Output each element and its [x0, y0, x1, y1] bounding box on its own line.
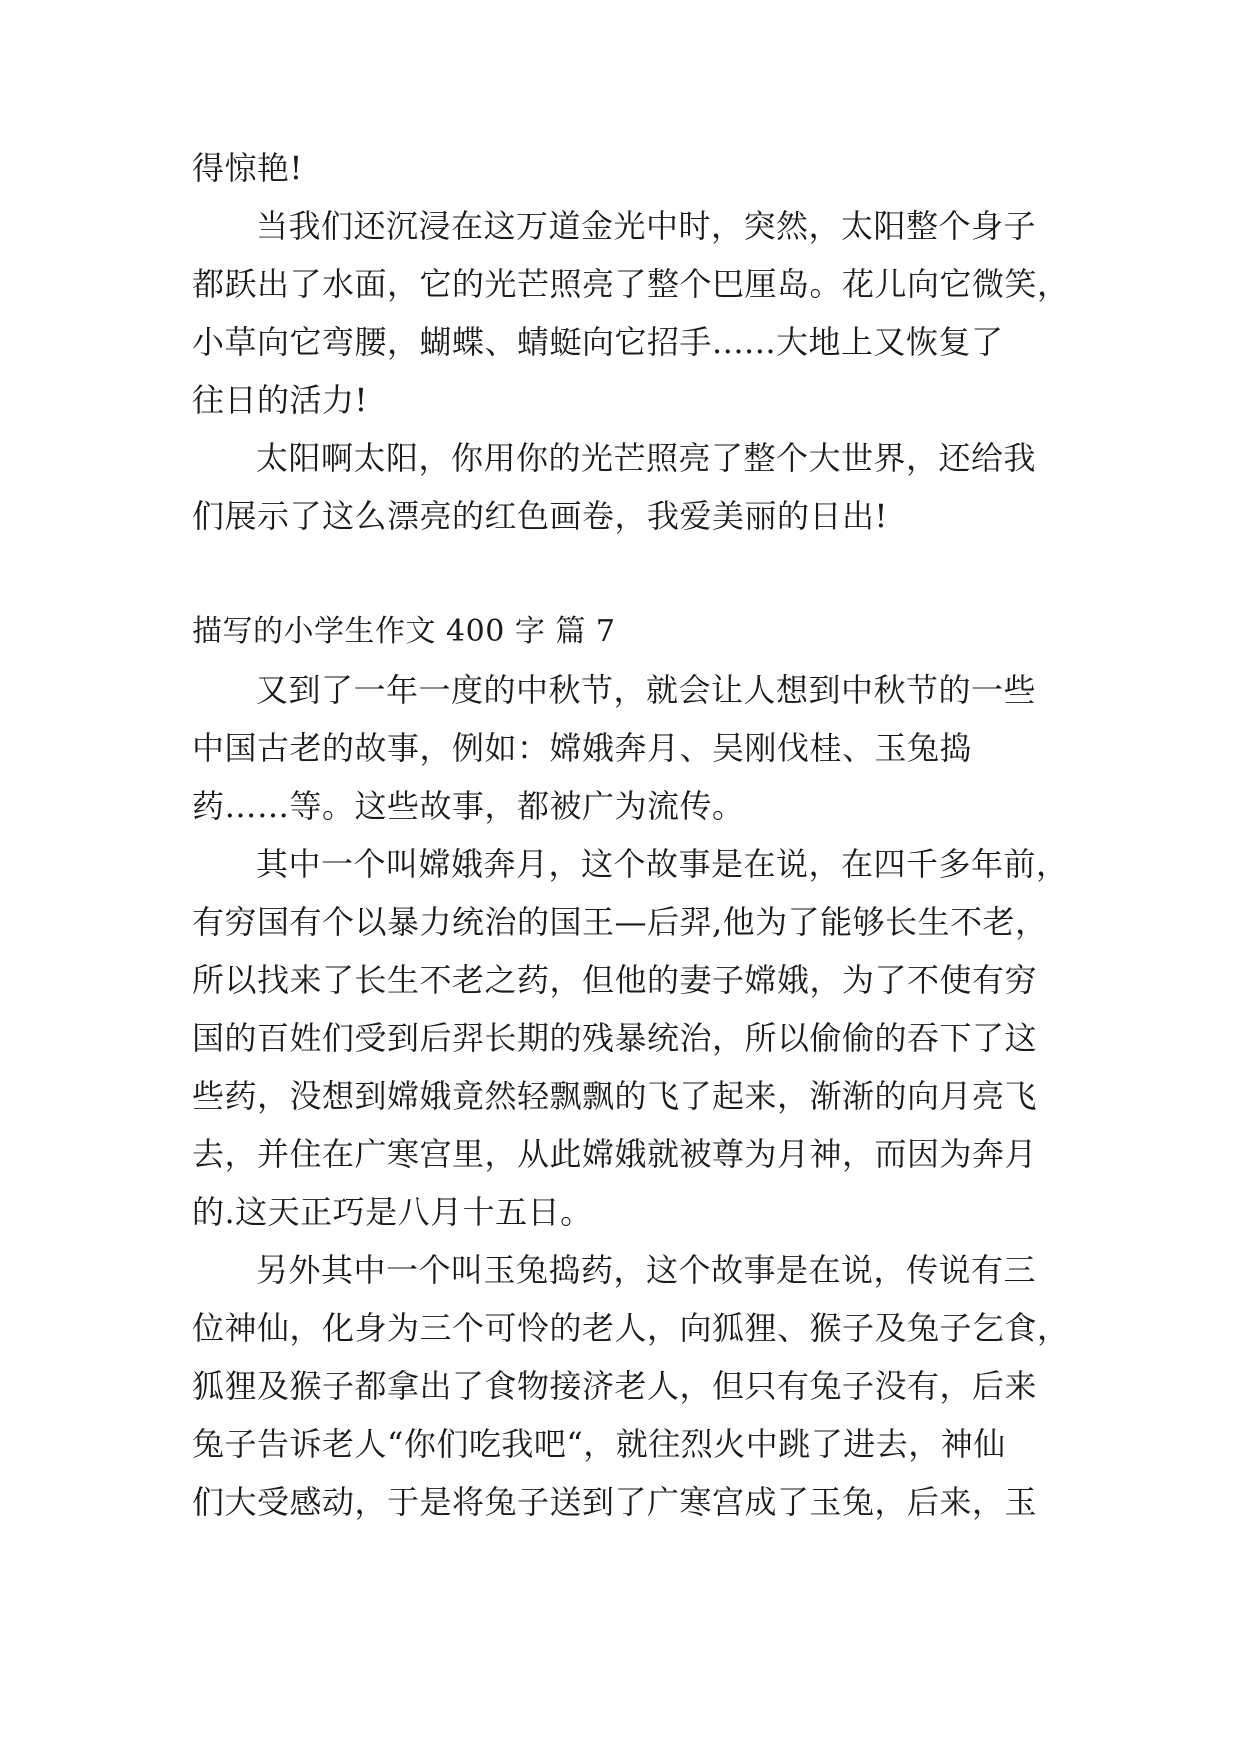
line-text: 小草向它弯腰，蝴蝶、蜻蜓向它招手......大地上又恢复了: [192, 323, 1004, 361]
line-text: 中国古老的故事，例如：嫦娥奔月、吴刚伐桂、玉兔捣: [192, 729, 973, 767]
line-text: 有穷国有个以暴力统治的国王—后羿,他为了能够长生不老，: [192, 903, 1048, 941]
line-text: 的.这天正巧是八月十五日。: [192, 1193, 593, 1231]
line-text: 些药，没想到嫦娥竟然轻飘飘的飞了起来，渐渐的向月亮飞: [192, 1077, 1038, 1115]
line-text: 们大受感动，于是将兔子送到了广寒宫成了玉兔，后来，玉: [192, 1483, 1038, 1521]
line-text: 们展示了这么漂亮的红色画卷，我爱美丽的日出!: [192, 497, 888, 535]
line-text: 都跃出了水面，它的光芒照亮了整个巴厘岛。花儿向它微笑，: [192, 265, 1070, 303]
line-text: 狐狸及猴子都拿出了食物接济老人，但只有兔子没有，后来: [192, 1367, 1038, 1405]
line-text: 得惊艳!: [192, 149, 303, 187]
line-text: 所以找来了长生不老之药，但他的妻子嫦娥，为了不使有穷: [192, 961, 1038, 999]
line-text: 位神仙，化身为三个可怜的老人，向狐狸、猴子及兔子乞食，: [192, 1309, 1070, 1347]
line-text: 往日的活力!: [192, 381, 368, 419]
heading-text: 描写的小学生作文 400 字 篇 7: [192, 614, 616, 649]
line-text: 太阳啊太阳，你用你的光芒照亮了整个大世界，还给我: [256, 439, 1037, 477]
line-text: 另外其中一个叫玉兔捣药，这个故事是在说，传说有三: [256, 1251, 1037, 1289]
line-text: 其中一个叫嫦娥奔月，这个故事是在说，在四千多年前，: [256, 845, 1069, 883]
line-text: 国的百姓们受到后羿长期的残暴统治，所以偷偷的吞下了这: [192, 1019, 1038, 1057]
line-text: 去，并住在广寒宫里，从此嫦娥就被尊为月神，而因为奔月: [192, 1135, 1038, 1173]
line-text: 兔子告诉老人“你们吃我吧“，就往烈火中跳了进去，神仙: [192, 1425, 1006, 1463]
line-text: 又到了一年一度的中秋节，就会让人想到中秋节的一些: [256, 671, 1037, 709]
line-text: 药……等。这些故事，都被广为流传。: [192, 787, 745, 825]
line-text: 当我们还沉浸在这万道金光中时，突然，太阳整个身子: [256, 207, 1037, 245]
